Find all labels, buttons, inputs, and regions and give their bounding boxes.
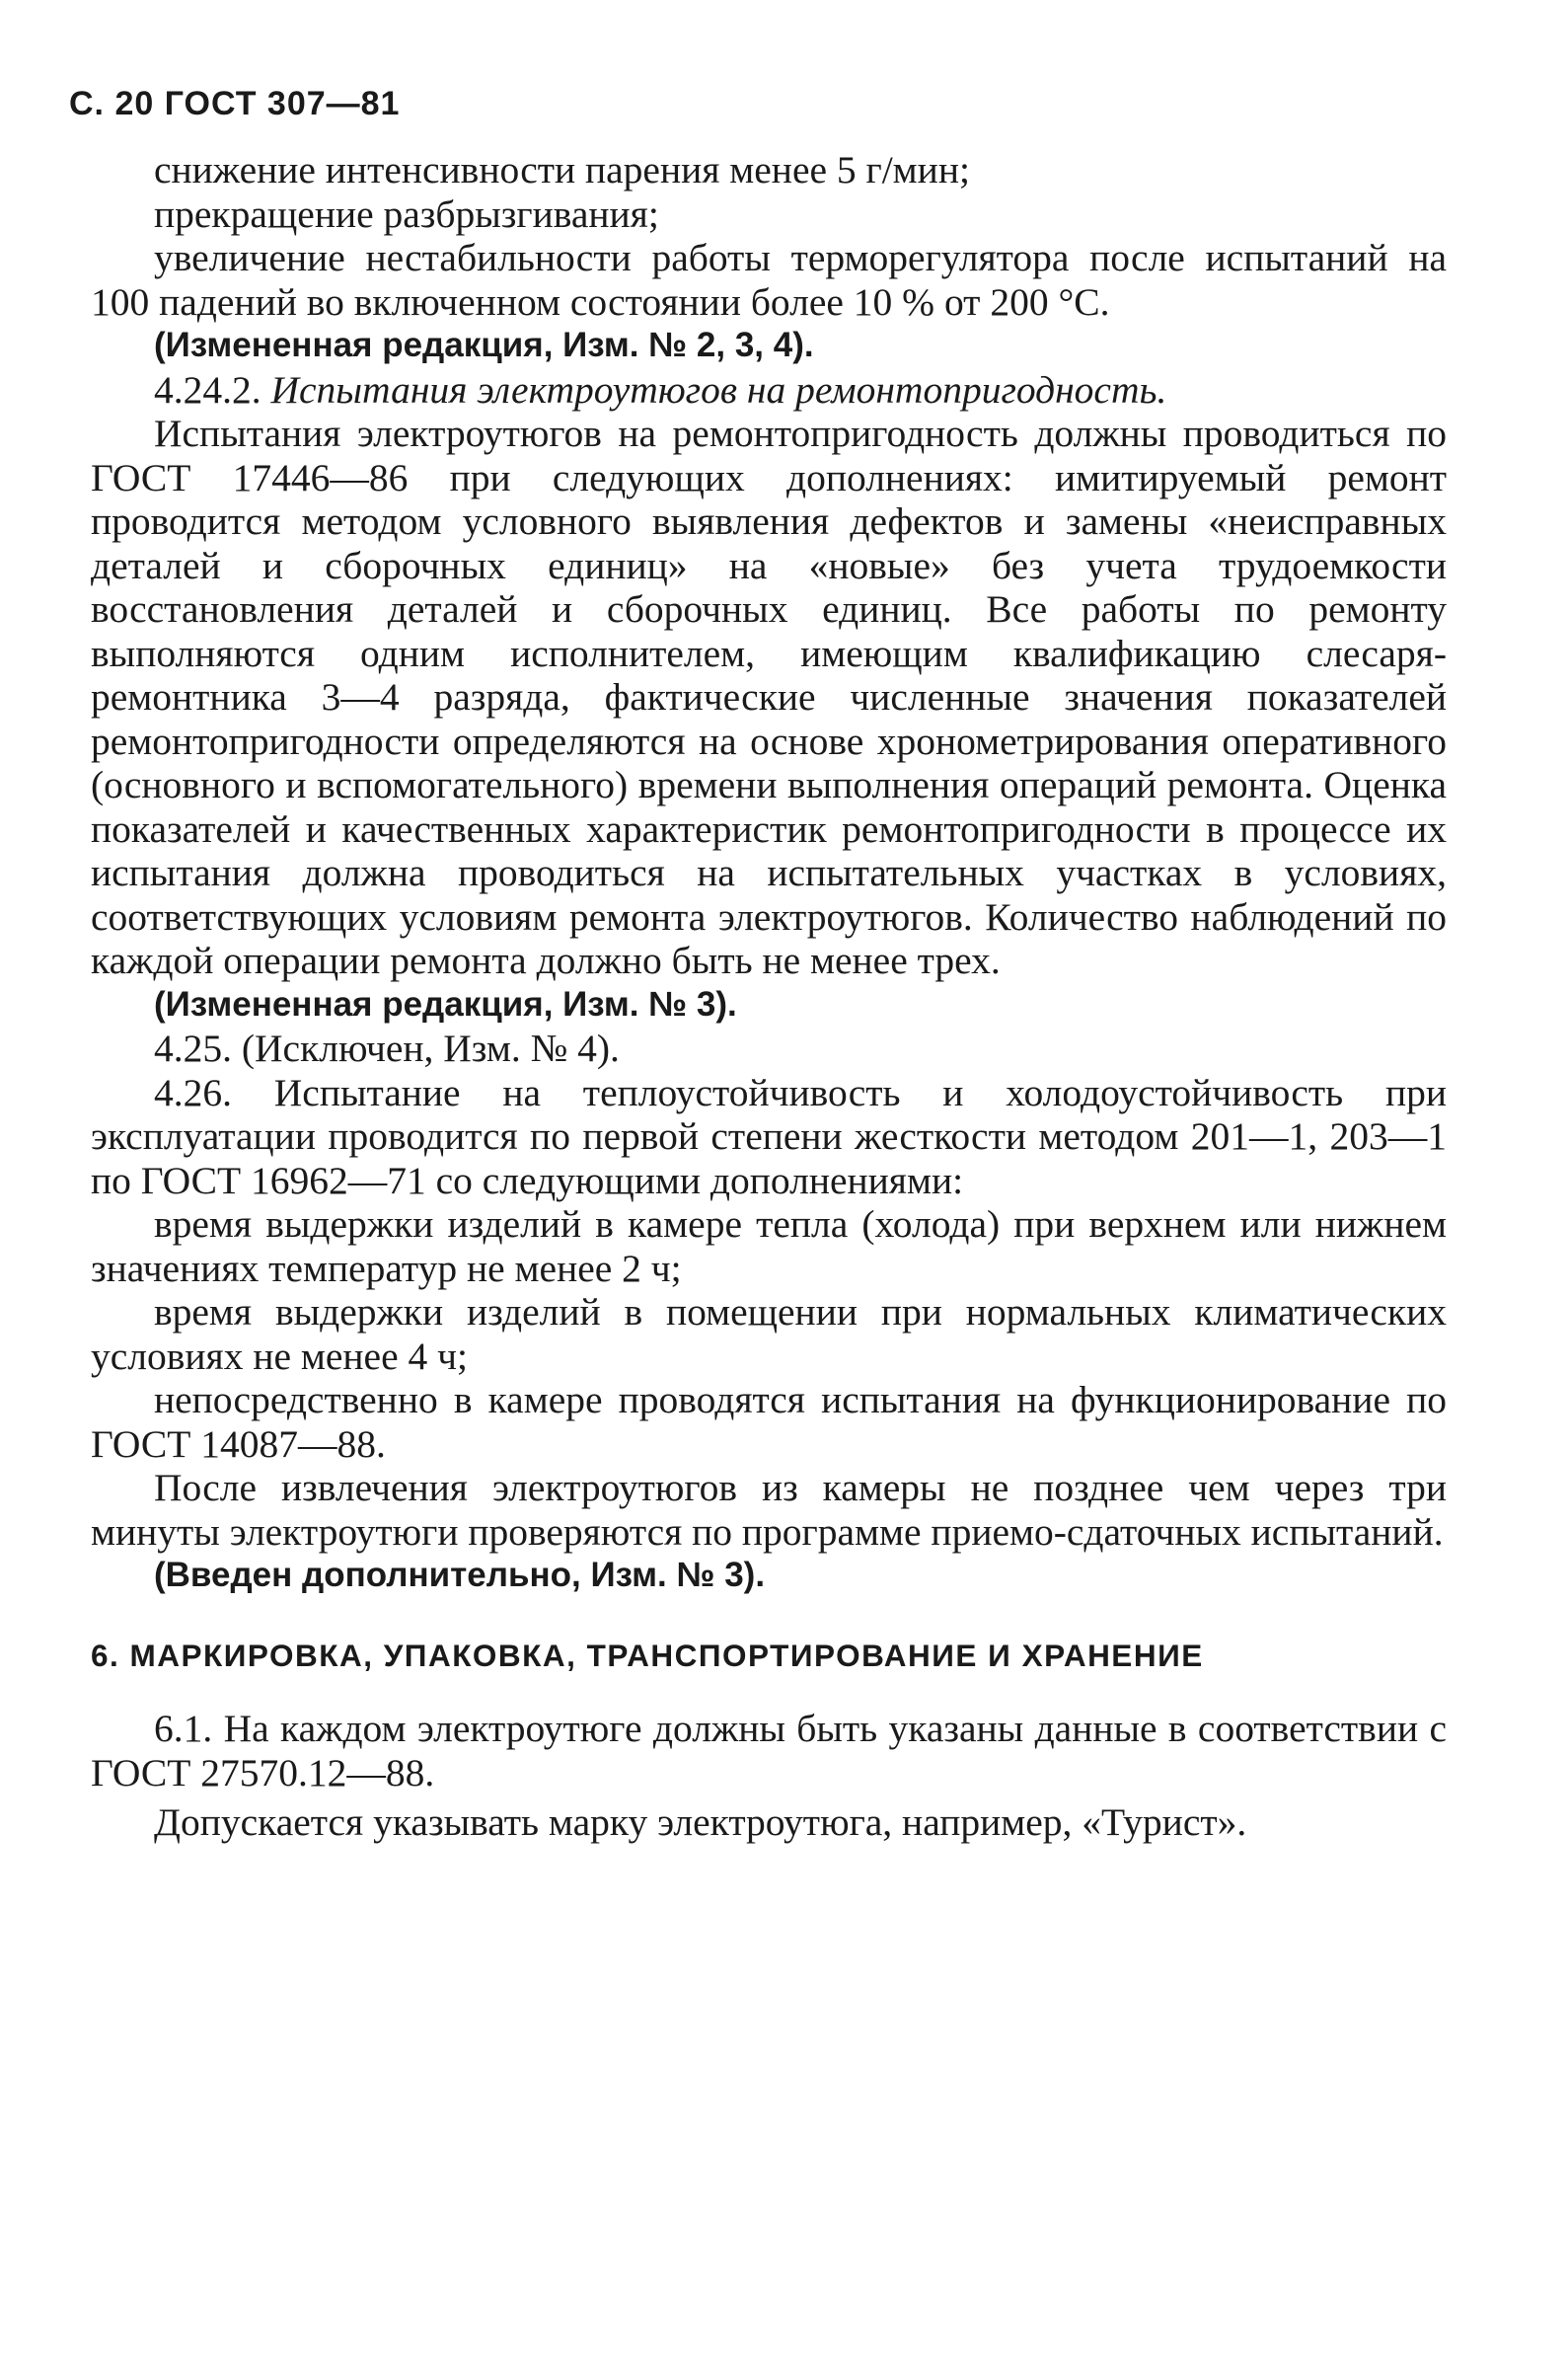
paragraph: Допускается указывать марку электроутюга, например, «Турист». — [154, 1800, 1247, 1844]
amendment-note: (Измененная редакция, Изм. № 3). — [154, 984, 737, 1024]
clause-number: 4.24.2. — [154, 367, 261, 412]
clause: 6.1. На каждом электроутюге должны быть указаны данные в соответствии с ГОСТ 27570.12—88. — [91, 1707, 1447, 1794]
paragraph: прекращение разбрызгивания; — [154, 191, 659, 236]
paragraph: непосредственно в камере проводятся испытания на функционирование по ГОСТ 14087—88. — [91, 1378, 1447, 1466]
section-title: 6. МАРКИРОВКА, УПАКОВКА, ТРАНСПОРТИРОВАНИЕ И ХРАНЕНИЕ — [91, 1637, 1204, 1673]
paragraph: увеличение нестабильности работы терморегулятора после испытаний на 100 падений во включенном состоянии более 10 % от 200 °С. — [91, 236, 1447, 324]
paragraph: Испытания электроутюгов на ремонтопригодность должны проводиться по ГОСТ 17446—86 при следующих дополнениях: имитируемый ремонт проводится методом условного выявления дефектов и замены «неисправных деталей и сборочных единиц» на «новые» без учета трудоемкости восстановления деталей и сборочных единиц. Все работы по ремонту выполняются одним исполнителем, имеющим квалификацию слесаря-ремонтника 3—4 разряда, фактические численные значения показателей ремонтопригодности определяются на основе хронометрирования оперативного (основного и вспомогательного) времени выполнения операций ремонта. Оценка показателей и качественных характеристик ремонтопригодности в процессе их испытания должна проводиться на испытательных участках в условиях, соответствующих условиям ремонта электроутюгов. Количество наблюдений по каждой операции ремонта должно быть не менее трех. — [91, 412, 1447, 982]
paragraph: время выдержки изделий в камере тепла (холода) при верхнем или нижнем значениях температур не менее 2 ч; — [91, 1202, 1447, 1290]
paragraph: время выдержки изделий в помещении при нормальных климатических условиях не менее 4 ч; — [91, 1290, 1447, 1378]
clause-heading — [91, 368, 1447, 413]
clause-title: Испытания электроутюгов на ремонтопригодность. — [270, 367, 1167, 412]
page-header: С. 20 ГОСТ 307—81 — [69, 85, 401, 122]
clause: 4.26. Испытание на теплоустойчивость и холодоустойчивость при эксплуатации проводится по первой степени жесткости методом 201—1, 203—1 по ГОСТ 16962—71 со следующими дополнениями: — [91, 1070, 1447, 1202]
clause: 4.25. (Исключен, Изм. № 4). — [154, 1027, 620, 1070]
amendment-note: (Измененная редакция, Изм. № 2, 3, 4). — [154, 326, 814, 364]
paragraph: снижение интенсивности парения менее 5 г/мин; — [154, 148, 970, 191]
paragraph: После извлечения электроутюгов из камеры не позднее чем через три минуты электроутюги проверяются по программе приемо-сдаточных испытаний. — [91, 1466, 1447, 1554]
amendment-note: (Введен дополнительно, Изм. № 3). — [154, 1556, 766, 1594]
body-text — [91, 148, 1447, 1845]
